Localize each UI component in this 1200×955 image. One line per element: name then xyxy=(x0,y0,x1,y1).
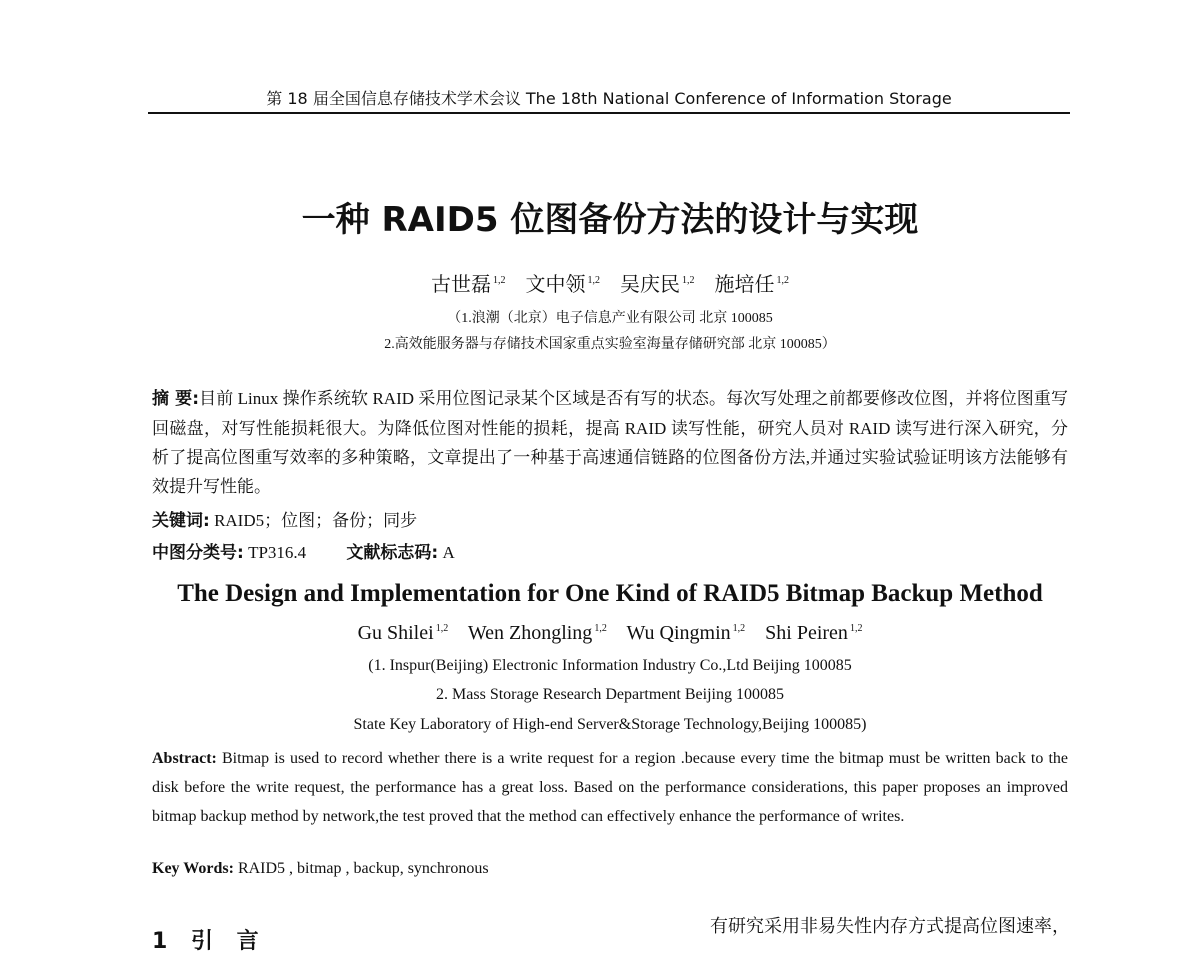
paper-title: 一种 RAID5 位图备份方法的设计与实现 xyxy=(301,200,919,240)
author-name: 古世磊 xyxy=(431,274,491,296)
conference-header: 第 18 届全国信息存储技术学术会议 The 18th National Conference of Information Storage xyxy=(266,89,952,108)
english-affiliation: 2. Mass Storage Research Department Beijing 100085 xyxy=(436,686,784,703)
author-name: 吴庆民 xyxy=(620,274,680,296)
chinese-abstract xyxy=(152,384,1068,501)
author-name: Wu Qingmin xyxy=(626,622,731,644)
author-name: Wen Zhongling xyxy=(467,622,593,644)
english-abstract-label: Abstract: xyxy=(152,750,217,767)
english-author-list xyxy=(100,622,1120,645)
clc-label: 中图分类号: xyxy=(152,543,244,563)
clc-value: TP316.4 xyxy=(248,543,307,562)
english-keywords xyxy=(152,860,1068,878)
english-title: The Design and Implementation for One Kind of RAID5 Bitmap Backup Method xyxy=(177,580,1043,607)
author-affiliation-mark: 1,2 xyxy=(776,275,789,287)
header-rule xyxy=(148,112,1070,114)
document-code-value: A xyxy=(442,543,455,562)
chinese-keywords-label: 关键词: xyxy=(152,511,210,531)
body-text-column-2: 有研究采用非易失性内存方式提高位图速率， xyxy=(710,916,1070,936)
author-name: Shi Peiren xyxy=(765,622,848,644)
author-name: 文中领 xyxy=(525,274,586,296)
chinese-affiliation: （1.浪潮（北京）电子信息产业有限公司 北京 100085 xyxy=(447,311,773,326)
chinese-affiliation: 2.高效能服务器与存储技术国家重点实验室海量存储研究部 北京 100085） xyxy=(384,337,836,352)
author-affiliation-mark: 1,2 xyxy=(493,275,506,287)
author-affiliation-mark: 1,2 xyxy=(435,623,449,635)
author-affiliation-mark: 1,2 xyxy=(849,623,863,635)
english-keywords-text: RAID5 , bitmap , backup, synchronous xyxy=(237,860,489,877)
chinese-author-list xyxy=(100,268,1120,297)
chinese-keywords xyxy=(152,506,1068,531)
chinese-abstract-label: 摘 要: xyxy=(152,389,200,409)
section-title: 引 言 xyxy=(190,929,267,954)
document-code-label: 文献标志码: xyxy=(346,543,439,563)
classification-line xyxy=(152,538,1068,563)
english-affiliation: (1. Inspur(Beijing) Electronic Information Industry Co.,Ltd Beijing 100085 xyxy=(368,657,852,674)
english-affiliation: State Key Laboratory of High-end Server&Storage Technology,Beijing 100085) xyxy=(353,716,867,733)
section-number: 1 xyxy=(152,929,176,954)
chinese-abstract-text: 目前 Linux 操作系统软 RAID 采用位图记录某个区域是否有写的状态。每次写处理之前都要修改位图，并将位图重写回磁盘，对写性能损耗很大。为降低位图对性能的损耗，提高 RAID 读写性能，研究人员对 RAID 读写进行深入研究，分析了提高位图重写效率的多种策略，文章提出了一种基于高速通信链路的位图备份方法,并通过实验试验证明该方法能够有效提升写性能。 xyxy=(152,389,1068,496)
chinese-keywords-text: RAID5；位图；备份；同步 xyxy=(214,511,418,530)
english-abstract xyxy=(152,744,1068,831)
english-abstract-text: Bitmap is used to record whether there is a write request for a region .because every time the bitmap must be written back to the disk before the write request, the performance has a great loss. Based on the performance considerations, this paper proposes an improved bitmap backup method by network,the test proved that the method can effectively enhance the performance of writes. xyxy=(152,750,1069,825)
section-heading xyxy=(152,924,267,955)
author-affiliation-mark: 1,2 xyxy=(594,623,607,635)
author-affiliation-mark: 1,2 xyxy=(587,275,600,287)
author-affiliation-mark: 1,2 xyxy=(732,623,746,635)
author-name: 施培任 xyxy=(714,274,775,296)
author-affiliation-mark: 1,2 xyxy=(682,275,695,287)
author-name: Gu Shilei xyxy=(357,622,434,644)
english-keywords-label: Key Words: xyxy=(152,860,234,877)
